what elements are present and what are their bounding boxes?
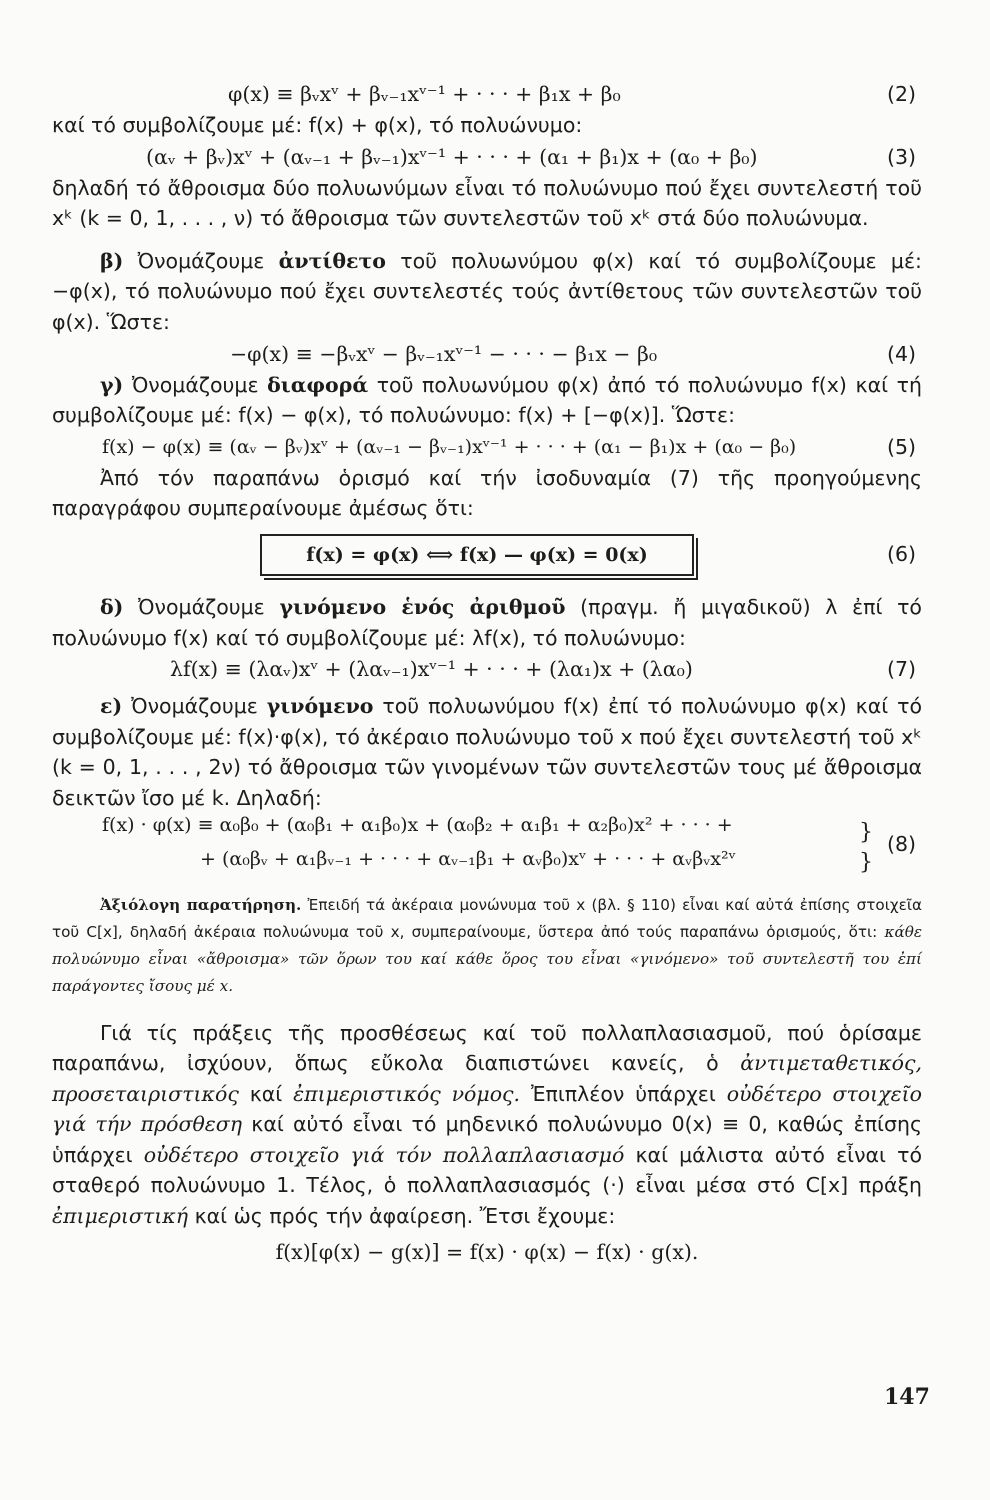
text-a: Γιά τίς πράξεις τῆς προσθέσεως καί τοῦ πολλαπλασιασμοῦ, πού ὁρίσαμε παραπάνω, ἰσχύουν, ὅπως εὔκολα διαπιστώνει κανείς, ὁ	[52, 1020, 922, 1076]
equation-2	[52, 78, 922, 110]
page-body	[52, 78, 922, 1268]
equation-formula: f(x) − φ(x) ≡ (αᵥ − βᵥ)xᵛ + (αᵥ₋₁ − βᵥ₋₁)xᵛ⁻¹ + · · · + (α₁ − β₁)x + (α₀ − β₀)	[102, 435, 797, 458]
equation-number: (6)	[886, 541, 916, 566]
item-marker: δ)	[100, 594, 124, 619]
equation-formula: φ(x) ≡ βᵥxᵛ + βᵥ₋₁xᵛ⁻¹ + · · · + β₁x + β₀	[228, 82, 621, 106]
paragraph-sum-intro: καί τό συμβολίζουμε μέ: f(x) + φ(x), τό πολυώνυμο:	[52, 113, 583, 137]
remark-italic: κάθε πολυώνυμο εἶναι «ἄθροισμα» τῶν ὅρων του καί κάθε ὅρος του εἶναι «γινόμενο» τοῦ συντελεστῆ του ἐπί παράγοντες ἴσους μέ x.	[52, 922, 923, 995]
paragraph-opposite	[52, 246, 922, 338]
equation-line-1: f(x) · φ(x) ≡ α₀β₀ + (α₀β₁ + α₁β₀)x + (α₀β₂ + α₁β₁ + α₂β₀)x² + · · · +	[102, 813, 733, 836]
equation-line-2: + (α₀βᵥ + α₁βᵥ₋₁ + · · · + αᵥ₋₁β₁ + αᵥβ₀)xᵛ + · · · + αᵥβᵥx²ᵛ	[200, 847, 736, 870]
lead-text: Ὀνομάζουμε	[131, 694, 258, 719]
equation-formula: −φ(x) ≡ −βᵥxᵛ − βᵥ₋₁xᵛ⁻¹ − · · · − β₁x − β₀	[230, 341, 658, 366]
lead-text: Ὀνομάζουμε	[137, 248, 265, 273]
equation-number: (5)	[886, 434, 916, 459]
paragraph-equivalence	[52, 463, 922, 524]
lead-text: Ὀνομάζουμε	[131, 372, 259, 397]
remark-note	[52, 892, 922, 1000]
item-marker: γ)	[100, 372, 124, 397]
equation-formula: f(x)[φ(x) − g(x)] = f(x) · φ(x) − f(x) · g(x).	[275, 1239, 699, 1264]
defined-term: ἀντίθετο	[278, 248, 386, 273]
paragraph-product	[52, 691, 922, 813]
defined-term: γινόμενο	[266, 694, 374, 719]
equation-number: (8)	[886, 831, 916, 856]
equation-6	[52, 534, 922, 586]
definition-text: (πραγμ. ἤ μιγαδικοῦ) λ ἐπί τό πολυώνυμο f(x) καί τό συμβολίζουμε μέ: λf(x), τό πολυώνυμο:	[52, 594, 922, 650]
emph-additive-identity: οὐδέτερο στοιχεῖο γιά τήν πρόσθεση	[52, 1081, 922, 1137]
paragraph-scalar-product	[52, 592, 922, 653]
emph-distributive: ἐπιμεριστικός νόμος.	[293, 1081, 521, 1106]
item-marker: β)	[100, 248, 124, 273]
page-number: 147	[884, 1384, 930, 1410]
emph-multiplicative-identity: οὐδέτερο στοιχεῖο γιά τόν πολλαπλασιασμό	[143, 1142, 625, 1167]
equation-final	[52, 1236, 922, 1268]
definition-text: τοῦ πολυωνύμου f(x) ἐπί τό πολυώνυμο φ(x) καί τό συμβολίζουμε μέ: f(x)·φ(x), τό ἀκέραιο πολυώνυμο τοῦ x πού ἔχει συντελεστή τοῦ xᵏ (k = 0, 1, . . . , 2ν) τό ἄθροισμα τῶν γινομένων τῶν συντελεστῶν τους μέ ἄθροισμα δεικτῶν ἴσο μέ k. Δηλαδή:	[52, 694, 922, 810]
item-marker: ε)	[100, 694, 123, 719]
equation-number: (2)	[886, 82, 916, 106]
text-b: καί	[249, 1081, 283, 1106]
defined-term: γινόμενο ἑνός ἀριθμοῦ	[279, 594, 566, 619]
emph-distributive-op: ἐπιμεριστική	[52, 1204, 189, 1229]
equation-7	[52, 653, 922, 685]
remark-title: Ἀξιόλογη παρατήρηση.	[100, 895, 302, 914]
text-d: καί αὐτό εἶναι τό μηδενικό πολυώνυμο 0(x) ≡ 0, καθώς ἐπίσης ὑπάρχει	[52, 1112, 922, 1167]
paragraph-difference	[52, 370, 922, 431]
equation-number: (7)	[886, 657, 916, 682]
equation-3	[52, 141, 922, 173]
text-f: καί ὡς πρός τήν ἀφαίρεση. Ἔτσι ἔχουμε:	[194, 1204, 616, 1229]
boxed-formula: f(x) = φ(x) ⟺ f(x) — φ(x) = 0(x)	[260, 534, 694, 576]
definition-text: τοῦ πολυωνύμου φ(x) ἀπό τό πολυώνυμο f(x) καί τή συμβολίζουμε μέ: f(x) − φ(x), τό πολυώνυμο: f(x) + [−φ(x)]. Ὥστε:	[52, 372, 922, 428]
text-e: καί μάλιστα αὐτό εἶναι τό σταθερό πολυώνυμο 1. Τέλος, ὁ πολλαπλασιασμός (·) εἶναι μέσα στό C[x] πράξη	[52, 1142, 922, 1198]
equation-number: (4)	[886, 341, 916, 366]
equation-formula: λf(x) ≡ (λαᵥ)xᵛ + (λαᵥ₋₁)xᵛ⁻¹ + · · · + (λα₁)x + (λα₀)	[170, 657, 693, 682]
remark-text: Ἐπειδή τά ἀκέραια μονώνυμα τοῦ x (βλ. § 110) εἶναι καί αὐτά ἐπίσης στοιχεῖα τοῦ C[x], δηλαδή ἀκέραια πολυώνυμα τοῦ x, συμπεραίνουμε, ὕστερα ἀπό τούς παραπάνω ὁρισμούς, ὅτι:	[52, 895, 922, 941]
paragraph-sum-definition: δηλαδή τό ἄθροισμα δύο πολυωνύμων εἶναι τό πολυώνυμο πού ἔχει συντελεστή τοῦ xᵏ (k = 0, 1, . . . , ν) τό ἄθροισμα τῶν συντελεστῶν τοῦ xᵏ στά δύο πολυώνυμα.	[52, 175, 922, 231]
equation-number: (3)	[886, 144, 916, 169]
equation-4	[52, 338, 922, 370]
emph-commutative-associative: ἀντιμεταθετικός, προσεταιριστικός	[52, 1051, 922, 1106]
defined-term: διαφορά	[267, 372, 369, 397]
equation-formula: (αᵥ + βᵥ)xᵛ + (αᵥ₋₁ + βᵥ₋₁)xᵛ⁻¹ + · · · + (α₁ + β₁)x + (α₀ + β₀)	[146, 144, 758, 169]
paragraph-laws	[52, 1018, 922, 1232]
paragraph-text: Ἀπό τόν παραπάνω ὁρισμό καί τήν ἰσοδυναμία (7) τῆς προηγούμενης παραγράφου συμπεραίνουμε ἀμέσως ὅτι:	[52, 465, 922, 521]
brace-glyph: } }	[859, 819, 873, 875]
equation-8	[52, 814, 922, 884]
lead-text: Ὀνομάζουμε	[138, 594, 265, 619]
equation-5	[52, 431, 922, 463]
text-c: Ἐπιπλέον ὑπάρχει	[530, 1081, 716, 1106]
definition-text: τοῦ πολυωνύμου φ(x) καί τό συμβολίζουμε μέ: −φ(x), τό πολυώνυμο πού ἔχει συντελεστές τούς ἀντίθετους τῶν συντελεστῶν τοῦ φ(x). Ὥστε:	[52, 248, 922, 334]
